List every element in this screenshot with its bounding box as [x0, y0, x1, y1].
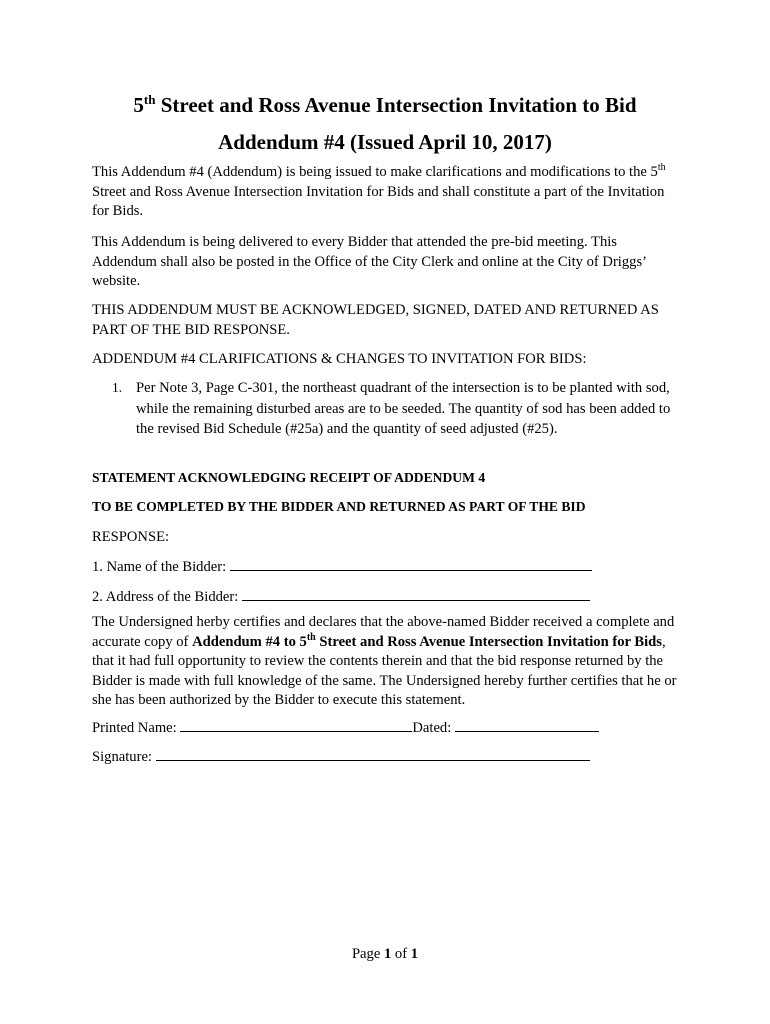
- intro-paragraph-1: [92, 163, 682, 222]
- bidder-name-field[interactable]: [230, 556, 592, 571]
- certification-bold-title: [192, 631, 662, 650]
- dated-label: Dated:: [412, 720, 452, 736]
- list-item-number: 1.: [112, 380, 123, 395]
- title-number: 5: [133, 93, 144, 117]
- acknowledgment-requirement: THIS ADDENDUM MUST BE ACKNOWLEDGED, SIGNED, DATED AND RETURNED AS PART OF THE BID RESPONSE.: [92, 302, 659, 338]
- intro-p1-rest: Street and Ross Avenue Intersection Invitation for Bids and shall constitute a part of the Invitation for Bids.: [92, 183, 665, 219]
- acknowledgment-heading: STATEMENT ACKNOWLEDGING RECEIPT OF ADDENDUM 4: [92, 470, 486, 485]
- bidder-name-label: 1. Name of the Bidder:: [92, 559, 227, 575]
- response-label: RESPONSE:: [92, 529, 170, 545]
- list-item-text: Per Note 3, Page C-301, the northeast quadrant of the intersection is to be planted with sod, while the remaining disturbed areas are to be seeded. The quantity of sod has been added to the revised Bid Schedule (#25a) and the quantity of seed adjusted (#25).: [136, 380, 671, 437]
- title-text: Street and Ross Avenue Intersection Invitation to Bid: [155, 93, 637, 117]
- current-page-number: 1: [383, 946, 392, 962]
- clarifications-heading: ADDENDUM #4 CLARIFICATIONS & CHANGES TO INVITATION FOR BIDS:: [92, 351, 587, 367]
- certification-bold-ordinal: th: [306, 631, 316, 643]
- list-item: [112, 378, 682, 440]
- page-word: Page: [351, 946, 381, 962]
- of-word: of: [394, 946, 408, 962]
- acknowledgment-instruction: TO BE COMPLETED BY THE BIDDER AND RETURNED AS PART OF THE BID: [92, 499, 586, 514]
- certification-bold-a: Addendum #4 to 5: [192, 633, 307, 650]
- signature-row: [92, 746, 590, 767]
- bidder-address-label: 2. Address of the Bidder:: [92, 589, 239, 605]
- printed-name-label: Printed Name:: [92, 720, 177, 736]
- page-footer: [0, 944, 770, 964]
- certification-bold-b: Street and Ross Avenue Intersection Invitation for Bids: [315, 633, 662, 650]
- document-title: [0, 92, 770, 118]
- title-ordinal-suffix: th: [143, 92, 156, 107]
- dated-field[interactable]: [455, 717, 599, 732]
- printed-name-row: [92, 717, 599, 738]
- intro-p1-start: This Addendum #4 (Addendum) is being issued to make clarifications and modifications to the: [92, 164, 651, 180]
- bidder-name-row: [92, 556, 592, 577]
- certification-start: The Undersigned herby certifies and declares that the above-named Bidder received a complete and accurate copy of: [92, 614, 675, 650]
- bidder-address-row: [92, 586, 590, 607]
- addendum-subtitle: Addendum #4 (Issued April 10, 2017): [218, 130, 552, 154]
- signature-field[interactable]: [156, 746, 590, 761]
- intro-paragraph-2: This Addendum is being delivered to every Bidder that attended the pre-bid meeting. This Addendum shall also be posted in the Office of the City Clerk and online at the City of Driggs’ website.: [92, 234, 646, 289]
- bidder-address-field[interactable]: [242, 586, 590, 601]
- printed-name-field[interactable]: [180, 717, 412, 732]
- certification-paragraph: [92, 613, 682, 711]
- intro-p1-ordinal: th: [657, 162, 666, 173]
- certification-rest: , that it had full opportunity to review the contents therein and that the bid response returned by the Bidder is made with full knowledge of the same. The Undersigned hereby further certifies that he or she has been authorized by the Bidder to execute this statement.: [92, 633, 677, 708]
- intro-p1-number: 5: [650, 164, 658, 180]
- signature-label: Signature:: [92, 749, 152, 765]
- total-pages-number: 1: [410, 946, 419, 962]
